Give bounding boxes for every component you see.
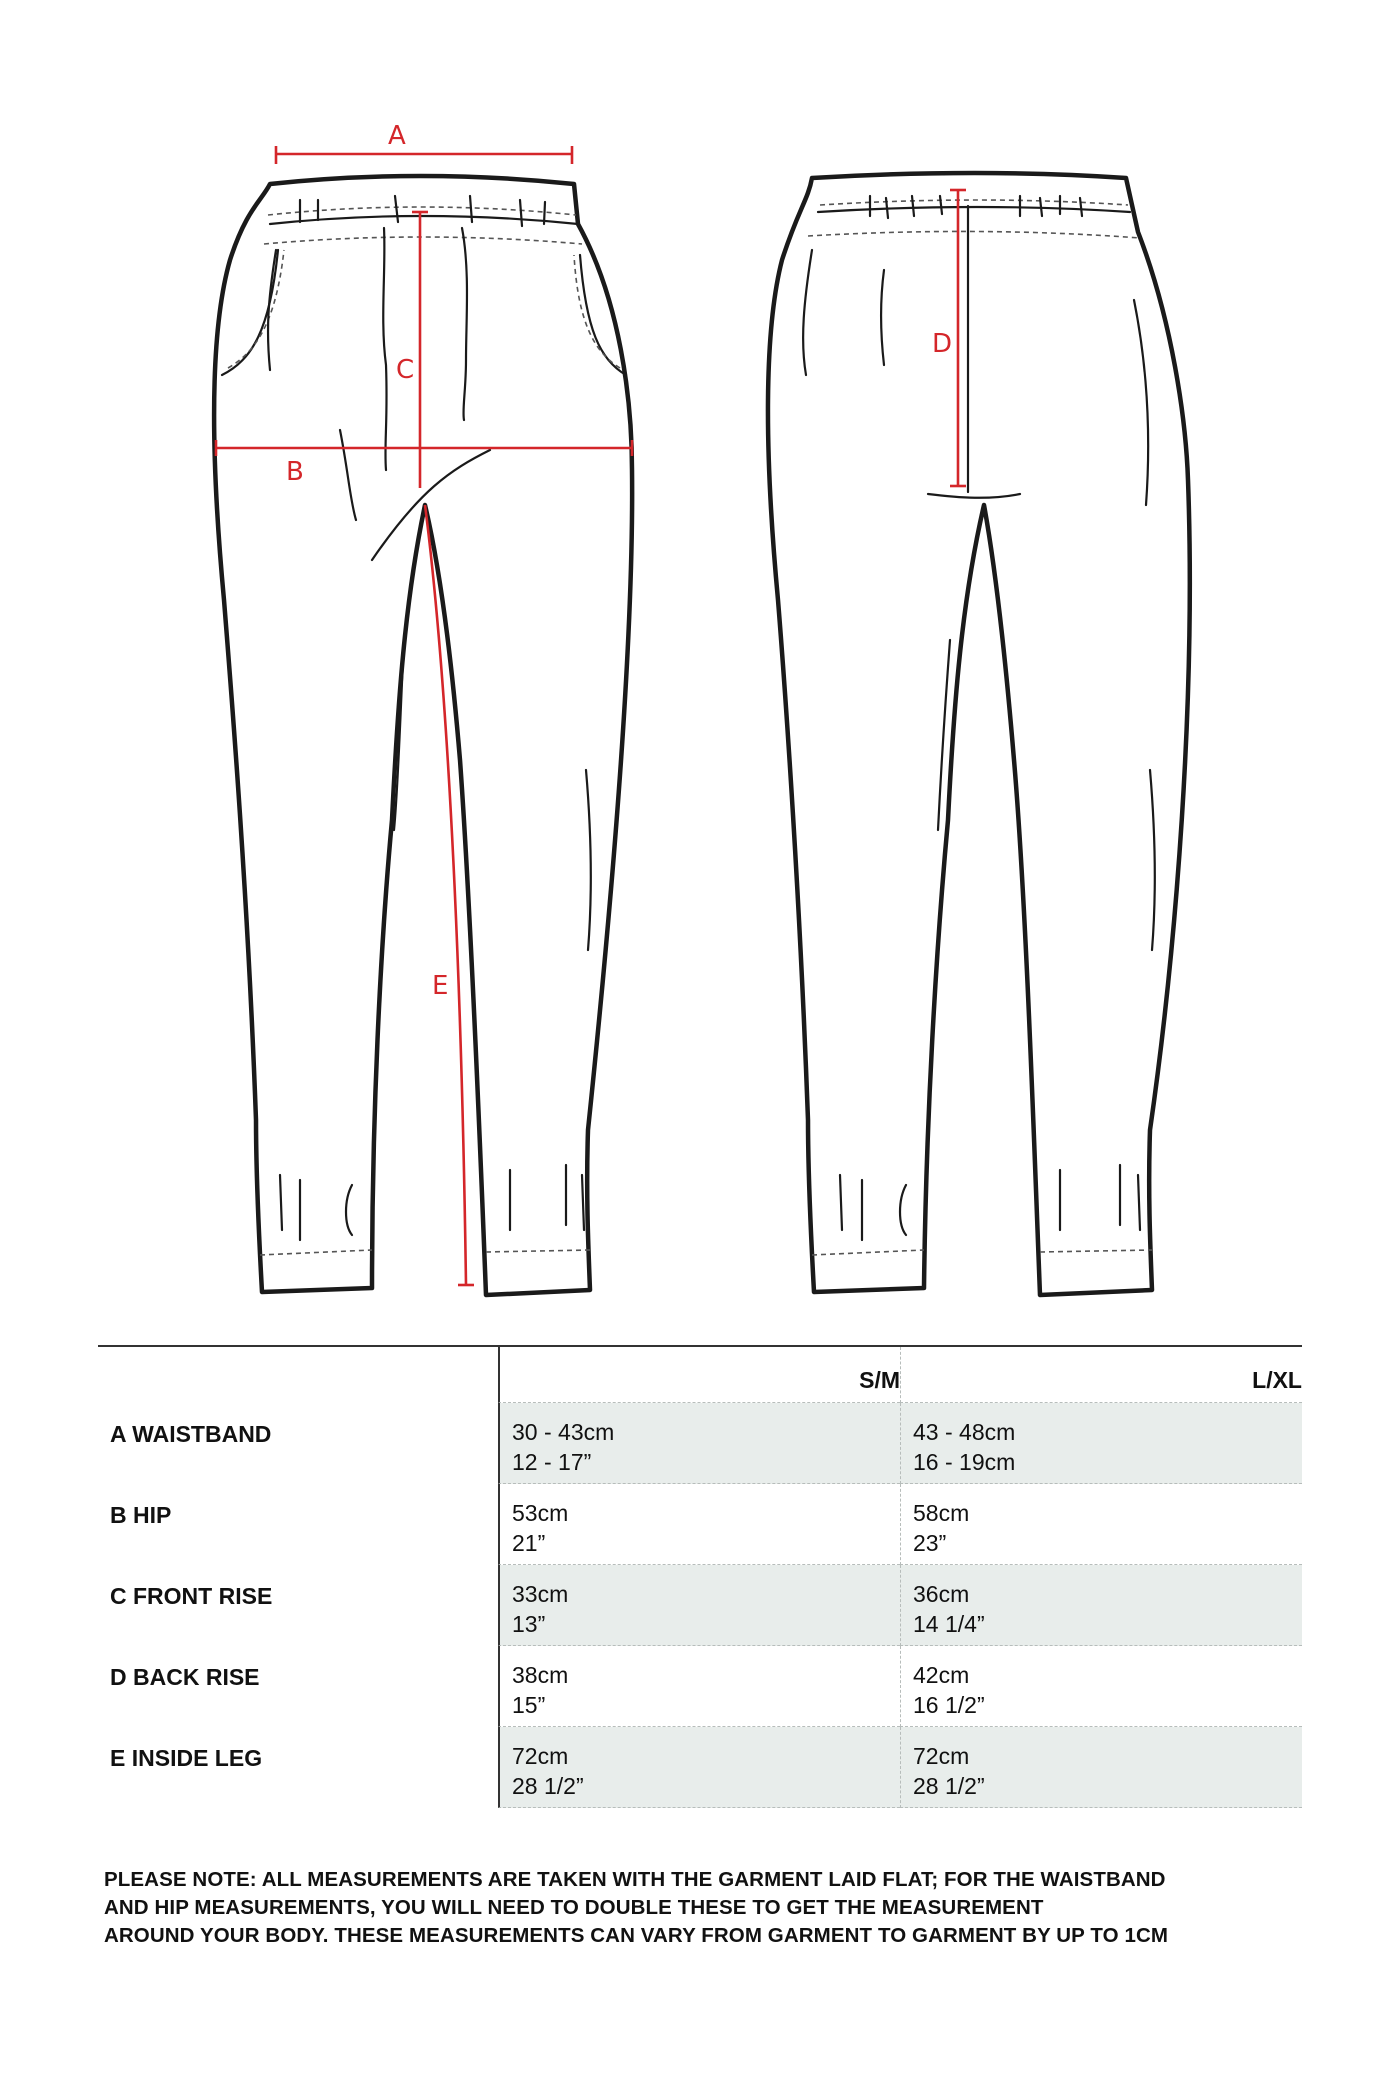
row-label: E INSIDE LEG	[110, 1745, 263, 1771]
cell-lxl-in: 14 1/4”	[913, 1611, 985, 1637]
header-empty-cell	[98, 1347, 498, 1403]
cell-sm	[498, 1403, 900, 1484]
row-label: D BACK RISE	[110, 1664, 260, 1690]
back-view	[768, 173, 1190, 1295]
cell-sm	[498, 1646, 900, 1727]
cell-lxl	[900, 1565, 1302, 1646]
table-row-inside-leg	[98, 1727, 1302, 1808]
cell-lxl-in: 16 1/2”	[913, 1692, 985, 1718]
cell-sm-in: 13”	[512, 1611, 546, 1637]
cell-lxl-cm: 72cm	[913, 1743, 970, 1769]
cell-sm-cm: 53cm	[512, 1500, 569, 1526]
header-sm: S/M	[498, 1347, 900, 1403]
cell-lxl-in: 16 - 19cm	[913, 1449, 1016, 1475]
label-d: D	[932, 329, 953, 359]
cell-lxl-cm: 42cm	[913, 1662, 970, 1688]
cell-lxl-in: 23”	[913, 1530, 947, 1556]
cell-lxl-cm: 43 - 48cm	[913, 1419, 1016, 1445]
front-view	[214, 121, 632, 1295]
note-line: AROUND YOUR BODY. THESE MEASUREMENTS CAN VARY FROM GARMENT TO GARMENT BY UP TO 1CM	[104, 1924, 1169, 1947]
measure-a-line	[276, 146, 572, 164]
row-label: A WAISTBAND	[110, 1421, 272, 1447]
cell-lxl-in: 28 1/2”	[913, 1773, 985, 1799]
size-chart-table	[98, 1345, 1302, 1808]
note-line: AND HIP MEASUREMENTS, YOU WILL NEED TO DOUBLE THESE TO GET THE MEASUREMENT	[104, 1896, 1044, 1919]
table-row-back-rise	[98, 1646, 1302, 1727]
cell-sm-cm: 33cm	[512, 1581, 569, 1607]
cell-sm-cm: 38cm	[512, 1662, 569, 1688]
cell-sm-in: 21”	[512, 1530, 546, 1556]
table-row-hip	[98, 1484, 1302, 1565]
header-lxl: L/XL	[900, 1347, 1302, 1403]
cell-sm-in: 28 1/2”	[512, 1773, 584, 1799]
row-label: B HIP	[110, 1502, 172, 1528]
note-line: PLEASE NOTE: ALL MEASUREMENTS ARE TAKEN WITH THE GARMENT LAID FLAT; FOR THE WAISTBAND	[104, 1868, 1166, 1891]
measurement-note	[104, 1866, 1304, 1950]
cell-sm	[498, 1565, 900, 1646]
cell-sm	[498, 1484, 900, 1565]
cell-sm-in: 12 - 17”	[512, 1449, 592, 1475]
table-row-waistband	[98, 1403, 1302, 1484]
cell-lxl-cm: 58cm	[913, 1500, 970, 1526]
cell-lxl	[900, 1646, 1302, 1727]
label-e: E	[432, 971, 449, 1001]
cell-lxl	[900, 1403, 1302, 1484]
cell-lxl	[900, 1727, 1302, 1808]
label-c: C	[396, 355, 415, 385]
cell-sm	[498, 1727, 900, 1808]
label-b: B	[286, 457, 304, 487]
cell-lxl-cm: 36cm	[913, 1581, 970, 1607]
cell-lxl	[900, 1484, 1302, 1565]
table-header-row	[98, 1347, 1302, 1403]
label-a: A	[388, 121, 406, 151]
table-row-front-rise	[98, 1565, 1302, 1646]
cell-sm-in: 15”	[512, 1692, 546, 1718]
cell-sm-cm: 30 - 43cm	[512, 1419, 615, 1445]
row-label: C FRONT RISE	[110, 1583, 273, 1609]
cell-sm-cm: 72cm	[512, 1743, 569, 1769]
